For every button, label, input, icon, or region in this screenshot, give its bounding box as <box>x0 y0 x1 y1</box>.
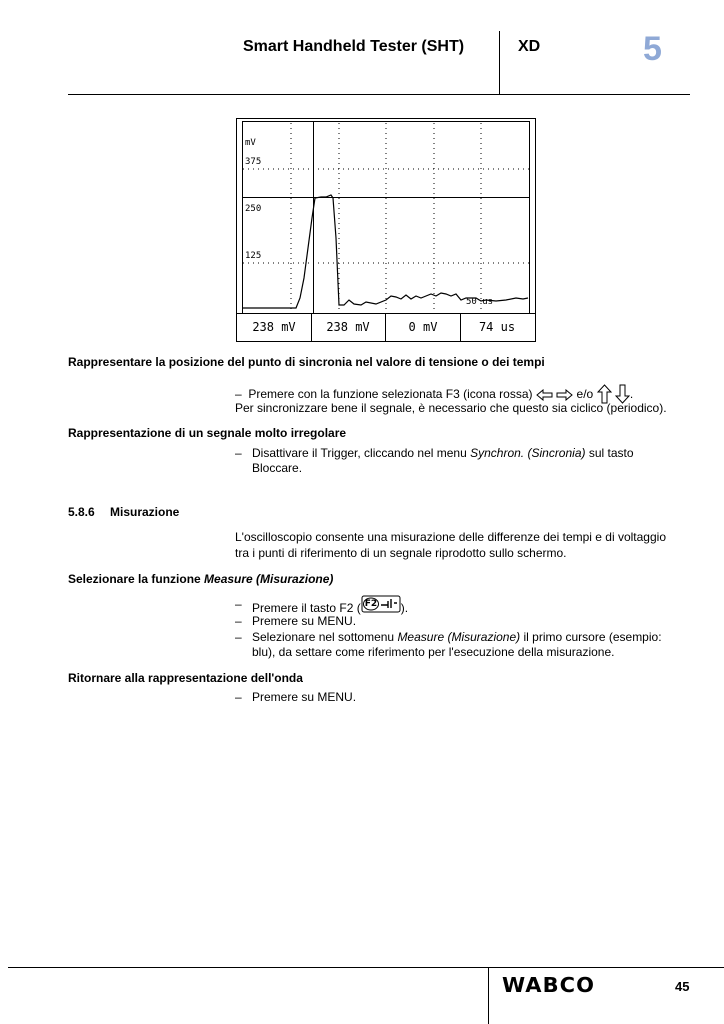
header-vertical-divider <box>499 31 500 94</box>
sync-item-period: . <box>629 387 634 401</box>
f2-key-icon <box>361 597 401 615</box>
chapter-number: 5 <box>643 30 662 68</box>
readout-voltage-2: 238 mV <box>326 320 370 334</box>
irregular-item-text-end: sul tasto <box>585 446 634 460</box>
return-heading: Ritornare alla rappresentazione dell'onda <box>68 671 303 685</box>
oscilloscope-screenshot <box>236 118 536 342</box>
section-number: 5.8.6 <box>68 505 95 519</box>
scope-y-label-125: 125 <box>245 251 262 261</box>
scope-y-label-250: 250 <box>245 204 262 214</box>
select-item-3-submenu: Measure (Misurazione) <box>397 630 521 644</box>
section-title: Misurazione <box>110 505 180 519</box>
readout-voltage-1: 238 mV <box>252 320 296 334</box>
select-item-3 <box>235 630 695 660</box>
meas-line-2: tra i punti di riferimento di un segnale riprodotto sullo schermo. <box>235 546 567 560</box>
select-heading <box>68 572 333 586</box>
irregular-item-menu-name: Synchron. (Sincronia) <box>470 446 586 460</box>
select-item-3-text-end: il primo cursore (esempio: <box>520 630 662 644</box>
select-item-1 <box>235 597 535 615</box>
irregular-item-text: Disattivare il Trigger, cliccando nel menu <box>252 446 471 460</box>
readout-voltage-3: 0 mV <box>408 320 438 334</box>
return-item-text: Premere su MENU. <box>252 690 357 704</box>
irregular-heading: Rappresentazione di un segnale molto irregolare <box>68 426 347 440</box>
sync-heading: Rappresentare la posizione del punto di sincronia nel valore di tensione o dei tempi <box>68 355 545 369</box>
footer-vertical-divider <box>488 967 489 1024</box>
select-item-1-end: ). <box>400 601 409 615</box>
select-item-2-text: Premere su MENU. <box>252 614 357 628</box>
header-title: Smart Handheld Tester (SHT) <box>243 38 465 55</box>
dash: – <box>235 597 242 611</box>
irregular-item-body <box>252 446 634 476</box>
sync-item-text: Premere con la funzione selezionata F3 (icona rossa) <box>248 387 533 401</box>
footer-rule <box>8 967 724 968</box>
scope-unit-label: mV <box>245 138 256 148</box>
irregular-item-line2: Bloccare. <box>252 461 303 475</box>
sync-item-and-or: e/o <box>576 387 594 401</box>
select-heading-text: Selezionare la funzione <box>68 572 205 586</box>
page-number: 45 <box>675 979 690 994</box>
header-code: XD <box>518 38 541 55</box>
scope-y-label-375: 375 <box>245 157 262 167</box>
select-item-1-text: Premere il tasto F2 ( <box>252 601 361 615</box>
meas-line-1: L'oscilloscopio consente una misurazione delle differenze dei tempi e di voltaggio <box>235 530 666 544</box>
dash: – <box>235 614 242 628</box>
select-item-3-text: Selezionare nel sottomenu <box>252 630 398 644</box>
header-rule <box>68 94 690 95</box>
readout-time: 74 us <box>478 320 516 334</box>
select-item-3-line2: blu), da settare come riferimento per l'esecuzione della misurazione. <box>252 645 615 659</box>
select-item-3-body <box>252 630 662 660</box>
sync-note: Per sincronizzare bene il segnale, è necessario che questo sia ciclico (periodico). <box>235 401 667 415</box>
dash: – <box>235 387 242 401</box>
select-heading-function: Measure (Misurazione) <box>204 572 334 586</box>
oscilloscope-display <box>236 118 536 342</box>
dash: – <box>235 690 242 704</box>
wabco-logo: WABCO <box>502 973 596 997</box>
meas-paragraph <box>235 529 666 561</box>
select-item-2 <box>235 614 535 629</box>
irregular-item <box>235 446 695 476</box>
f2-key-label: F2 <box>364 599 378 609</box>
scope-time-division: 50 us <box>466 297 494 307</box>
return-item <box>235 690 535 705</box>
dash: – <box>235 446 242 460</box>
dash: – <box>235 630 242 644</box>
